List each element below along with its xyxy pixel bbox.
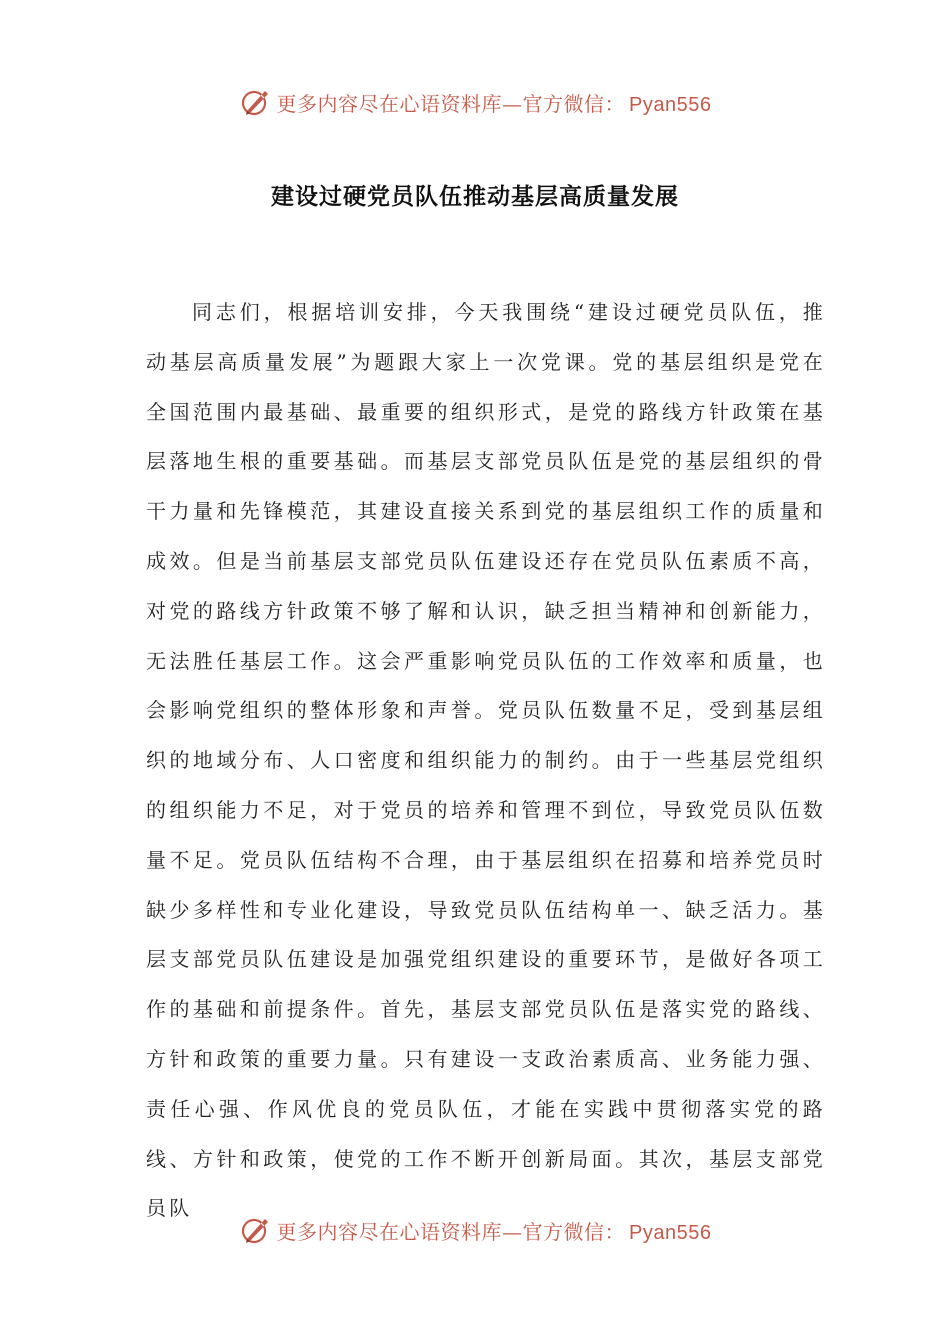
document-paragraph: 同志们，根据培训安排，今天我围绕“建设过硬党员队伍，推动基层高质量发展”为题跟大家上一次党课。党的基层组织是党在全国范围内最基础、最重要的组织形式，是党的路线方针政策在基层落地生根的重要基础。而基层支部党员队伍是党的基层组织的骨干力量和先锋模范，其建设直接关系到党的基层组织工作的质量和成效。但是当前基层支部党员队伍建设还存在党员队伍素质不高，对党的路线方针政策不够了解和认识，缺乏担当精神和创新能力，无法胜任基层工作。这会严重影响党员队伍的工作效率和质量，也会影响党组织的整体形象和声誉。党员队伍数量不足，受到基层组织的地域分布、人口密度和组织能力的制约。由于一些基层党组织的组织能力不足，对于党员的培养和管理不到位，导致党员队伍数量不足。党员队伍结构不合理，由于基层组织在招募和培养党员时缺少多样性和专业化建设，导致党员队伍结构单一、缺乏活力。基层支部党员队伍建设是加强党组织建设的重要环节，是做好各项工作的基础和前提条件。首先，基层支部党员队伍是落实党的路线、方针和政策的重要力量。只有建设一支政治素质高、业务能力强、责任心强、作风优良的党员队伍，才能在实践中贯彻落实党的路线、方针和政策，使党的工作不断开创新局面。其次，基层支部党员队 xyxy=(146,300,826,1221)
footer-banner-wechat: —官方微信： xyxy=(502,1219,626,1244)
document-title: 建设过硬党员队伍推动基层高质量发展 xyxy=(271,184,679,210)
header-banner-wechat: —官方微信： xyxy=(502,91,626,116)
quill-pen-logo-icon xyxy=(239,1213,273,1247)
header-banner-handle: Pyan556 xyxy=(629,93,712,116)
quill-pen-logo-icon xyxy=(239,85,273,119)
header-banner-brand: 更多内容尽在心语资料库 xyxy=(276,91,503,116)
header-banner-text xyxy=(277,88,712,117)
footer-banner-handle: Pyan556 xyxy=(629,1221,712,1244)
footer-banner-text xyxy=(277,1216,712,1245)
footer-banner-brand: 更多内容尽在心语资料库 xyxy=(276,1219,503,1244)
header-watermark-banner xyxy=(0,82,950,122)
footer-watermark-banner xyxy=(0,1210,950,1250)
